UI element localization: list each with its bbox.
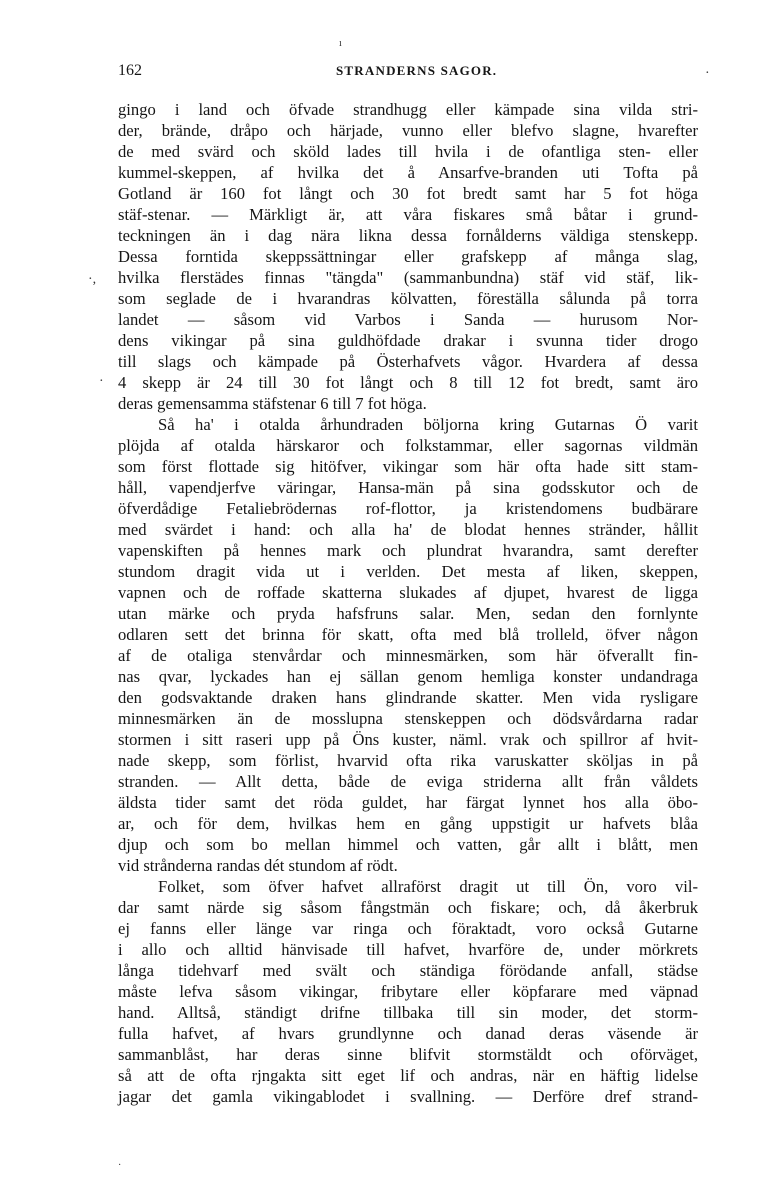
text-line: odlaren sett det brinna för skatt, ofta med blå trolleld, öfver någon	[118, 625, 698, 644]
paragraph-start-line: Folket, som öfver hafvet allraförst dragit ut till Ön, voro vil-	[158, 877, 698, 896]
page-number: 162	[118, 62, 142, 79]
text-line: utan märke och pryda hafsfruns salar. Men, sedan den fornlynte	[118, 604, 698, 623]
text-line: Dessa forntida skeppssättningar eller grafskepp af många slag,	[118, 247, 698, 266]
text-line: måste lefva såsom vikingar, fribytare eller köpfarare med väpnad	[118, 982, 698, 1001]
left-margin-mark-2: ·	[99, 374, 104, 389]
page-header	[118, 62, 708, 84]
text-line: deras gemensamma stäfstenar 6 till 7 fot höga.	[118, 394, 427, 413]
text-line: teckningen än i dag nära likna dessa fornålderns väldiga stenskepp.	[118, 226, 698, 245]
text-line: stranden. — Allt detta, både de eviga striderna allt från våldets	[118, 772, 698, 791]
text-line: 4 skepp är 24 till 30 fot långt och 8 till 12 fot bredt, samt äro	[118, 373, 698, 392]
text-line: äldsta tider samt det röda guldet, har färgat lynnet hos alla öbo-	[118, 793, 698, 812]
text-line: nas qvar, lyckades han ej sällan genom hemliga konster undandraga	[118, 667, 698, 686]
text-line: der, brände, dråpo och härjade, vunno eller blefvo slagne, hvarefter	[118, 121, 698, 140]
text-line: med svärdet i hand: och alla ha' de blodat hennes stränder, hållit	[118, 520, 698, 539]
text-line: så att de ofta rjngakta sitt eget lif och andras, när en häftig lidelse	[118, 1066, 698, 1085]
text-line: plöjda af otalda härskaror och folkstammar, eller sagornas vildmän	[118, 436, 698, 455]
text-line: fulla hafvet, af hvars grundlynne och danad deras väsende är	[118, 1024, 698, 1043]
text-line: öfverdådige Fetaliebrödernas rof-flottor, ja kristendomens budbärare	[118, 499, 698, 518]
text-line: stormen i sitt raseri upp på Öns kuster, näml. vrak och spillror af hvit-	[118, 730, 698, 749]
text-line: kummel-skeppen, af hvilka det å Ansarfve-branden uti Tofta på	[118, 163, 698, 182]
paragraph-start-line: Så ha' i otalda århundraden böljorna kring Gutarnas Ö varit	[158, 415, 698, 434]
top-mark: ı	[339, 38, 342, 49]
text-line: nade skepp, som förlist, hvarvid ofta rika varuskatter sköljas in på	[118, 751, 698, 770]
text-line: sammanblåst, har deras sinne blifvit stormstäldt och oförväget,	[118, 1045, 698, 1064]
text-line: Gotland är 160 fot långt och 30 fot bredt samt har 5 fot höga	[118, 184, 698, 203]
text-line: ej fanns eller länge var ringa och föraktadt, voro också Gutarne	[118, 919, 698, 938]
text-line: de med svärd och sköld lades till hvila i de ofantliga sten- eller	[118, 142, 698, 161]
text-line: som seglade de i hvarandras kölvatten, föreställa sålunda på torra	[118, 289, 698, 308]
body-text	[118, 99, 698, 1107]
text-line: till slags och kämpade på Österhafvets vågor. Hvardera af dessa	[118, 352, 698, 371]
text-line: den godsvaktande draken hans glindrande skatter. Men vida rysligare	[118, 688, 698, 707]
text-line: i allo och alltid hänvisade till hafvet, hvarföre de, under mörkrets	[118, 940, 698, 959]
bottom-mark: ·	[118, 1160, 122, 1171]
text-line: stundom dragit vida ut i verlden. Det mesta af liken, skeppen,	[118, 562, 698, 581]
running-head: STRANDERNS SAGOR.	[336, 63, 498, 78]
text-line: hvilka flerstädes finnas "tängda" (sammanbundna) stäf vid stäf, lik-	[118, 268, 698, 287]
text-line: af de otaliga stenvårdar och minnesmärken, som här öfverallt fin-	[118, 646, 698, 665]
text-line: vapnen och de roffade skatterna slukades af djupet, hvarest de ligga	[118, 583, 698, 602]
text-line: landet — såsom vid Varbos i Sanda — hurusom Nor-	[118, 310, 698, 329]
text-line: vid strånderna randas dét stundom af rödt.	[118, 856, 398, 875]
text-line: gingo i land och öfvade strandhugg eller kämpade sina vilda stri-	[118, 100, 698, 119]
text-line: långa tidehvarf med svält och ständiga förödande anfall, städse	[118, 961, 698, 980]
text-line: hand. Alltså, ständigt drifne tillbaka till sin moder, det storm-	[118, 1003, 698, 1022]
header-right-mark: ·	[705, 66, 710, 81]
text-line: djup och som bo mellan himmel och vatten, går allt i blått, men	[118, 835, 698, 854]
text-line: stäf-stenar. — Märkligt är, att våra fiskares små båtar i grund-	[118, 205, 698, 224]
text-line: dar samt närde sig såsom fångstmän och fiskare; och, då åkerbruk	[118, 898, 698, 917]
text-line: håll, vapendjerfve väringar, Hansa-män på sina godsskutor och de	[118, 478, 698, 497]
text-line: ar, och för dem, hvilkas hem en gång uppstigit ur hafvets blåa	[118, 814, 698, 833]
text-line: dens vikingar på sina guldhöfdade drakar i svunna tider drogo	[118, 331, 698, 350]
text-line: minnesmärken än de mosslupna stenskeppen och dödsvårdarna radar	[118, 709, 698, 728]
text-line: som först flottade sig hitöfver, vikingar som här ofta hade sitt stam-	[118, 457, 698, 476]
left-margin-mark: ·,	[88, 272, 97, 287]
text-line: vapenskiften på hennes mark och plundrat hvarandra, samt derefter	[118, 541, 698, 560]
text-line: jagar det gamla vikingablodet i svallning. — Derföre dref strand-	[118, 1087, 698, 1106]
